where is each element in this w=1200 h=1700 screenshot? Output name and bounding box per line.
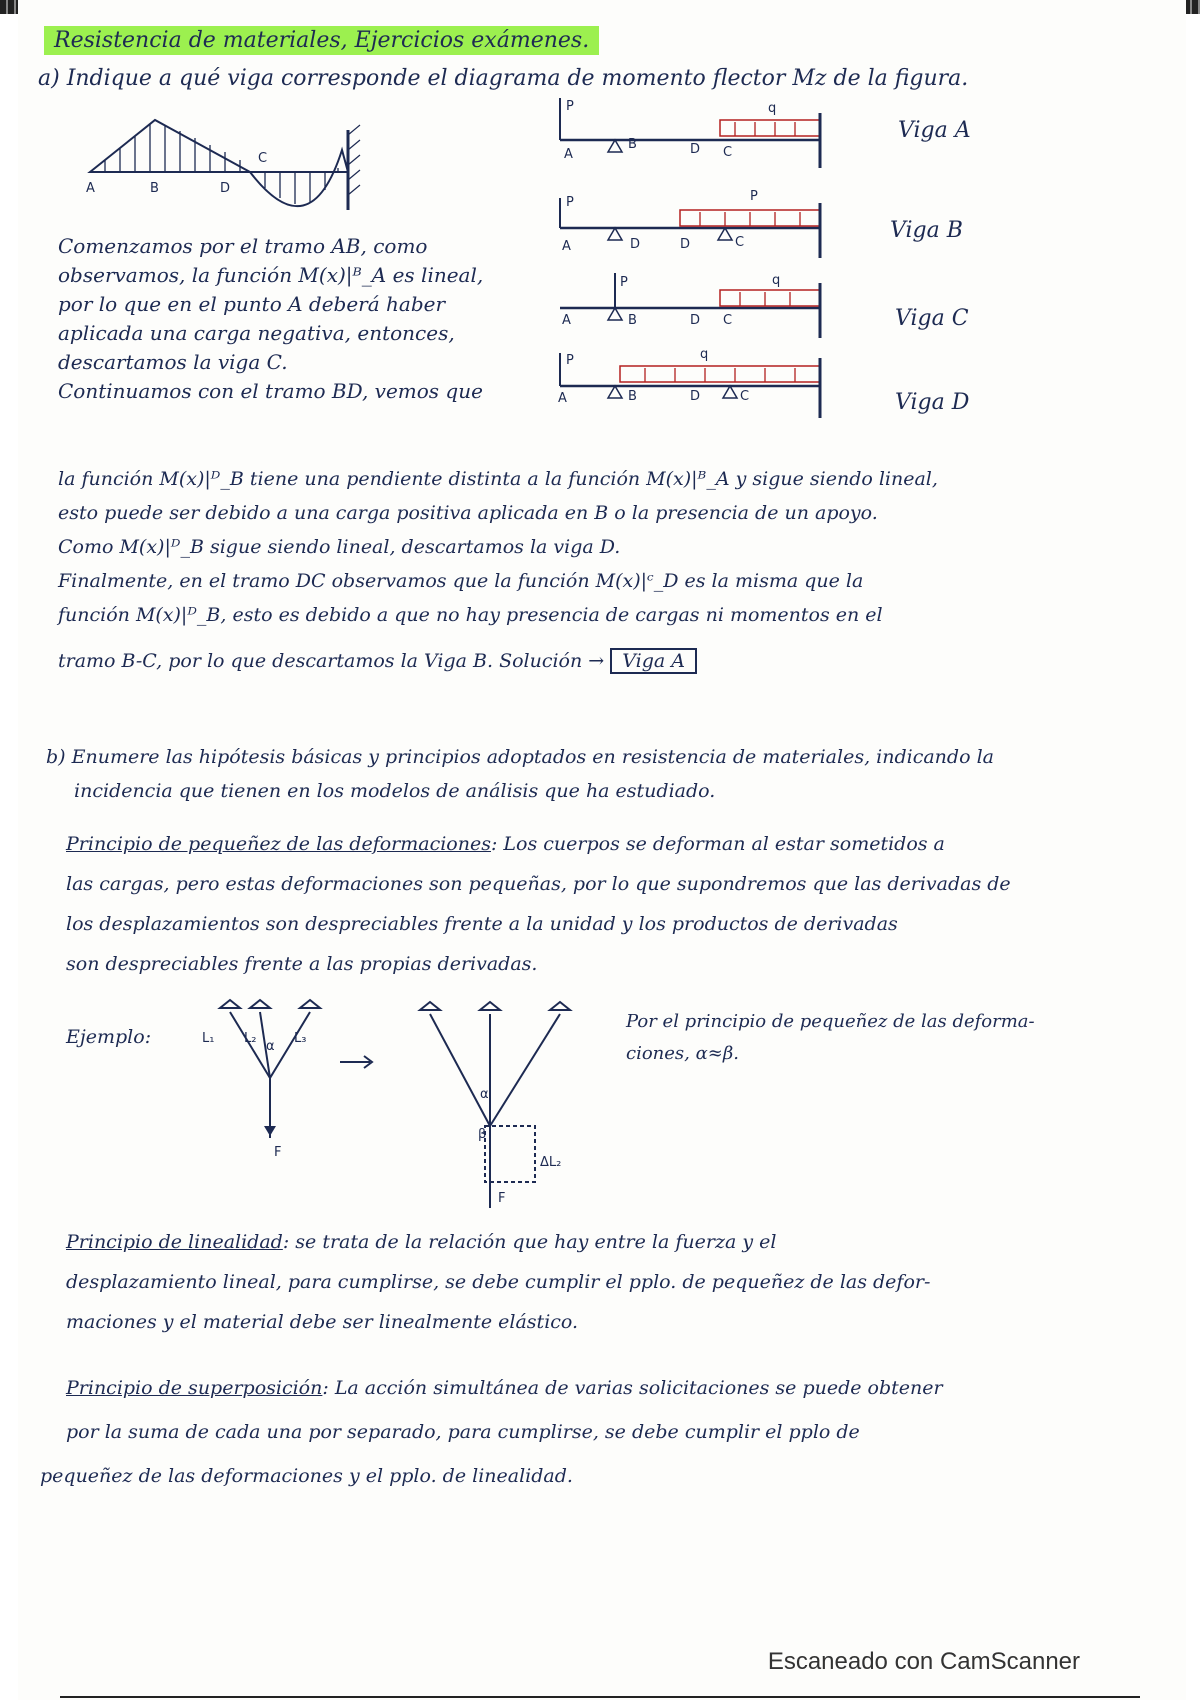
svg-text:L₂: L₂ xyxy=(244,1031,257,1046)
beam-d-name: Viga D xyxy=(895,390,970,415)
svg-text:A: A xyxy=(562,313,571,328)
md-label-d: D xyxy=(220,181,231,196)
svg-text:P: P xyxy=(566,99,574,114)
svg-text:ΔL₂: ΔL₂ xyxy=(540,1155,562,1170)
principle-linearity: Principio de linealidad: se trata de la relación que hay entre la fuerza y el desplazamiento lineal, para cumplirse, se debe cumplir el pplo. de pequeñez de las defor- maciones y el material debe ser linealmente elástico. xyxy=(66,1231,931,1333)
svg-text:q: q xyxy=(700,347,709,362)
svg-text:P: P xyxy=(566,353,574,368)
md-label-a: A xyxy=(86,181,95,196)
moment-diagram xyxy=(80,110,400,220)
svg-text:α: α xyxy=(480,1087,489,1102)
svg-text:P: P xyxy=(620,275,628,290)
svg-text:D: D xyxy=(690,142,701,157)
example-diagram xyxy=(200,998,620,1208)
example-note: Por el principio de pequeñez de las deforma- ciones, α≈β. xyxy=(626,1011,1035,1064)
answer-a-left: Comenzamos por el tramo AB, como observamos, la función M(x)|ᴮ_A es lineal, por lo que en el punto A deberá haber aplicada una carga negativa, entonces, descartamos la viga C. Continuamos con el tramo BD, vemos que xyxy=(58,234,484,403)
svg-text:C: C xyxy=(723,145,733,160)
footer-line xyxy=(60,1696,1140,1698)
svg-text:P: P xyxy=(750,189,758,204)
svg-text:q: q xyxy=(772,273,781,288)
svg-text:P: P xyxy=(566,195,574,210)
svg-text:F: F xyxy=(274,1145,282,1160)
beam-a-name: Viga A xyxy=(898,118,971,143)
md-label-b: B xyxy=(150,181,159,196)
md-label-c: C xyxy=(258,151,268,166)
svg-text:A: A xyxy=(558,391,567,406)
svg-text:B: B xyxy=(628,389,637,404)
svg-text:A: A xyxy=(564,147,573,162)
svg-text:B: B xyxy=(628,313,637,328)
svg-text:D: D xyxy=(690,389,701,404)
solution-box: Viga A xyxy=(610,648,697,674)
svg-text:L₃: L₃ xyxy=(294,1031,307,1046)
question-b: b) Enumere las hipótesis básicas y principios adoptados en resistencia de materiales, indicando la incidencia que tienen en los modelos de análisis que ha estudiado. xyxy=(46,746,994,802)
svg-text:β: β xyxy=(478,1127,487,1142)
svg-text:α: α xyxy=(266,1039,275,1054)
svg-text:C: C xyxy=(723,313,733,328)
beam-diagrams xyxy=(540,98,860,438)
svg-text:L₁: L₁ xyxy=(202,1031,215,1046)
svg-text:C: C xyxy=(735,235,745,250)
svg-text:B: B xyxy=(628,137,637,152)
beam-c-name: Viga C xyxy=(895,306,969,331)
svg-text:C: C xyxy=(740,389,750,404)
question-a: a) Indique a qué viga corresponde el diagrama de momento flector Mz de la figura. xyxy=(38,66,969,91)
svg-text:D: D xyxy=(690,313,701,328)
beam-d xyxy=(558,347,820,418)
page-title: Resistencia de materiales, Ejercicios exámenes. xyxy=(44,28,599,53)
svg-text:q: q xyxy=(768,101,777,116)
principle-small-deformations: Principio de pequeñez de las deformaciones: Los cuerpos se deforman al estar sometidos a las cargas, pero estas deformaciones son pequeñas, por lo que supondremos que las derivadas de los desplazamientos son despreciables frente a la unidad y los productos de derivadas son despreciables frente a las propias derivadas. xyxy=(66,833,1011,975)
principle-superposition: Principio de superposición: La acción simultánea de varias solicitaciones se puede obtener por la suma de cada una por separado, para cumplirse, se debe cumplir el pplo de pequeñez de las deformaciones y el pplo. de linealidad. xyxy=(40,1377,943,1487)
svg-text:F: F xyxy=(498,1191,506,1206)
example-label: Ejemplo: xyxy=(66,1026,152,1048)
beam-b xyxy=(560,189,820,258)
svg-text:D: D xyxy=(680,237,691,252)
answer-a-full: la función M(x)|ᴰ_B tiene una pendiente distinta a la función M(x)|ᴮ_A y sigue siendo lineal, esto puede ser debido a una carga positiva aplicada en B o la presencia de un apoyo. Como M(x)|ᴰ_B sigue siendo lineal, descartamos la viga D. Finalmente, en el tramo DC observamos que la función M(x)|ᶜ_D es la misma que la función M(x)|ᴰ_B, esto es debido a que no hay presencia de cargas ni momentos en el tramo B-C, por lo que descartamos la Viga B. Solución → Viga A xyxy=(58,468,938,672)
principle-heading: Principio de pequeñez de las deformaciones xyxy=(66,833,491,855)
beam-a xyxy=(560,98,820,168)
scanner-watermark: Escaneado con CamScanner xyxy=(767,1648,1080,1675)
svg-text:D: D xyxy=(630,237,641,252)
svg-text:A: A xyxy=(562,239,571,254)
beam-c xyxy=(560,273,820,338)
beam-b-name: Viga B xyxy=(890,218,963,243)
